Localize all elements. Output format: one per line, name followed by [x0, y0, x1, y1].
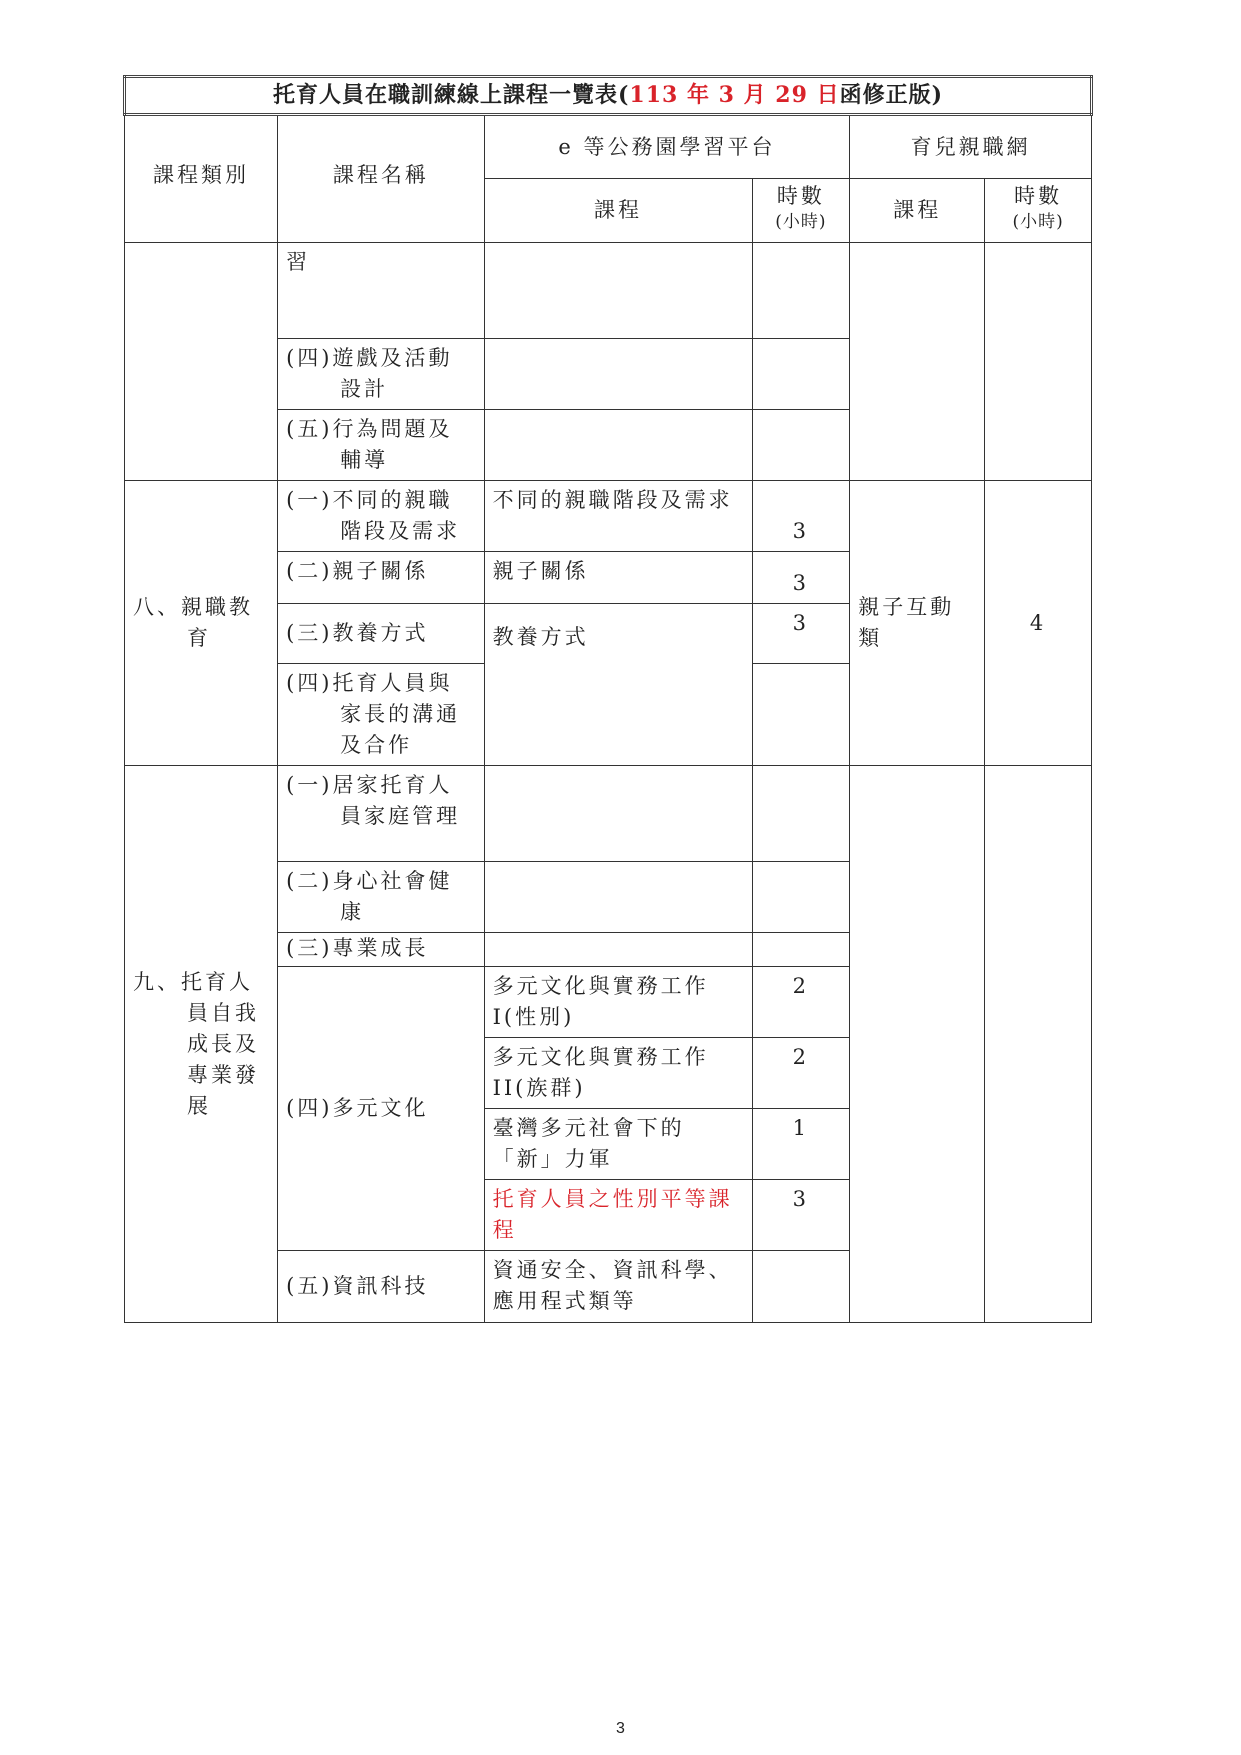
e-course-cell: 資通安全、資訊科學、應用程式類等	[484, 1251, 752, 1323]
title-row	[125, 77, 1092, 115]
e-hours-cell: 2	[752, 967, 850, 1038]
header-course-parenting: 課程	[850, 179, 985, 243]
parenting-course-cell: 親子互動類	[850, 481, 985, 766]
e-hours-cell: 3	[752, 481, 850, 552]
header-course-name: 課程名稱	[278, 115, 484, 243]
course-name-cell: 習	[278, 243, 484, 339]
table-row	[125, 243, 1092, 339]
header-platform-parenting: 育兒親職網	[850, 115, 1092, 179]
e-hours-cell: 3	[752, 604, 850, 664]
header-row	[125, 115, 1092, 179]
category-cell: 九、托育人員自我成長及專業發展	[125, 766, 278, 1323]
course-name-cell: (五)行為問題及輔導	[278, 410, 484, 481]
e-course-cell: 親子關係	[484, 552, 752, 604]
course-table	[123, 75, 1093, 1323]
course-name-cell: (三)專業成長	[278, 933, 484, 967]
e-course-cell: 多元文化與實務工作I(性別)	[484, 967, 752, 1038]
course-name-cell: (四)遊戲及活動設計	[278, 339, 484, 410]
parenting-hours-cell: 4	[985, 481, 1092, 766]
table-row	[125, 481, 1092, 552]
header-hours-e: 時數 (小時)	[752, 179, 850, 243]
revision-date: 113 年 3 月 29 日	[629, 82, 840, 108]
e-hours-cell: 3	[752, 552, 850, 604]
course-name-cell: (一)居家托育人員家庭管理	[278, 766, 484, 862]
course-name-cell: (二)身心社會健康	[278, 862, 484, 933]
category-cell	[125, 243, 278, 481]
e-course-cell: 不同的親職階段及需求	[484, 481, 752, 552]
e-course-cell: 臺灣多元社會下的「新」力軍	[484, 1109, 752, 1180]
header-hours-parenting: 時數 (小時)	[985, 179, 1092, 243]
table-row	[125, 766, 1092, 862]
e-course-cell: 托育人員之性別平等課程	[484, 1180, 752, 1251]
page-number: 3	[616, 1720, 625, 1737]
e-hours-cell: 3	[752, 1180, 850, 1251]
e-course-cell: 教養方式	[484, 604, 752, 766]
e-hours-cell: 1	[752, 1109, 850, 1180]
e-course-cell: 多元文化與實務工作II(族群)	[484, 1038, 752, 1109]
course-name-cell: (二)親子關係	[278, 552, 484, 604]
e-hours-cell: 2	[752, 1038, 850, 1109]
course-name-cell: (四)托育人員與家長的溝通及合作	[278, 664, 484, 766]
category-cell: 八、親職教育	[125, 481, 278, 766]
course-name-cell: (五)資訊科技	[278, 1251, 484, 1323]
course-name-cell: (一)不同的親職階段及需求	[278, 481, 484, 552]
course-name-cell: (四)多元文化	[278, 967, 484, 1251]
table-title: 托育人員在職訓練線上課程一覽表(113 年 3 月 29 日函修正版)	[125, 77, 1092, 115]
course-name-cell: (三)教養方式	[278, 604, 484, 664]
header-course-e: 課程	[484, 179, 752, 243]
header-platform-e: e 等公務園學習平台	[484, 115, 850, 179]
header-category: 課程類別	[125, 115, 278, 243]
